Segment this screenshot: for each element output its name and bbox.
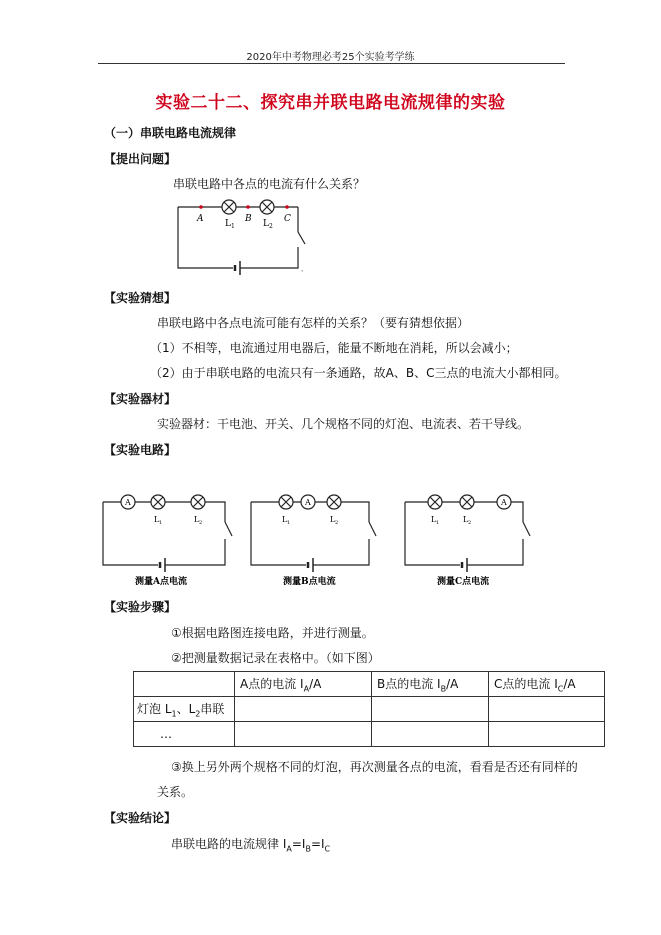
series-circuit-diagram: [170, 195, 320, 280]
table-cell: [235, 697, 372, 722]
tick-mark: 、: [301, 266, 308, 273]
question-text: 串联电路中各点的电流有什么关系？: [173, 177, 366, 191]
d3-l2: L: [463, 515, 469, 524]
guess-2: （2）由于串联电路的电流只有一条通路，故A、B、C三点的电流大小都相同。: [150, 366, 567, 380]
table-cell: [372, 722, 489, 747]
page-header: 2020年中考物理必考25个实验考学练: [246, 52, 415, 63]
table-row: [134, 697, 605, 722]
table-cell: [489, 697, 605, 722]
ammeter-2-label: A: [305, 498, 311, 507]
d1-l1: L: [154, 515, 160, 524]
ammeter-3-label: A: [501, 498, 507, 507]
step-2: ②把测量数据记录在表格中。（如下图）: [171, 651, 380, 665]
table-cell-empty: [134, 672, 235, 697]
lamp-l2-sub: 2: [269, 223, 273, 230]
point-a-label: A: [197, 214, 204, 224]
heading-equipment: 【实验器材】: [104, 392, 177, 406]
svg-text:2: 2: [468, 520, 472, 526]
heading-guess: 【实验猜想】: [104, 291, 177, 305]
ammeter-1-label: A: [125, 498, 131, 507]
table-row-ellipsis: …: [134, 722, 235, 747]
d2-l1: L: [282, 515, 288, 524]
lamp-l1-label: L: [225, 219, 231, 229]
heading-conclusion: 【实验结论】: [104, 811, 177, 825]
d2-l2: L: [330, 515, 336, 524]
table-row-label: 灯泡 $L_1$、$L_2$串联: [134, 697, 235, 722]
section-heading: （一）串联电路电流规律: [104, 126, 237, 140]
table-cell: [235, 722, 372, 747]
header-divider: [98, 63, 565, 64]
point-c-label: C: [284, 214, 291, 224]
caption-b: 测量B点电流: [283, 577, 336, 587]
caption-a: 测量A点电流: [135, 577, 187, 587]
table-header-row: [134, 672, 605, 697]
svg-text:1: 1: [287, 520, 291, 526]
conclusion-text: 串联电路的电流规律 $I_A=I_B=I_C$: [171, 837, 331, 854]
d3-l1: L: [431, 515, 437, 524]
data-table: [133, 671, 605, 747]
svg-text:1: 1: [159, 520, 163, 526]
equipment-text: 实验器材：干电池、开关、几个规格不同的灯泡、电流表、若干导线。: [157, 417, 530, 431]
table-header-c: C点的电流 $I_C/A$: [489, 672, 605, 697]
svg-text:2: 2: [335, 520, 339, 526]
measurement-diagrams: [95, 484, 575, 592]
heading-circuit: 【实验电路】: [104, 443, 177, 457]
table-header-b: B点的电流 $I_B/A$: [372, 672, 489, 697]
guess-1: （1）不相等，电流通过用电器后，能量不断地在消耗，所以会减小；: [150, 341, 518, 355]
svg-text:1: 1: [436, 520, 440, 526]
lamp-l1-sub: 1: [231, 223, 235, 230]
svg-text:2: 2: [199, 520, 203, 526]
guess-question: 串联电路中各点电流可能有怎样的关系？（要有猜想依据）: [157, 316, 470, 330]
lamp-l2-label: L: [263, 219, 269, 229]
table-row: [134, 722, 605, 747]
table-header-a: A点的电流 $I_A/A$: [235, 672, 372, 697]
page-title: 实验二十二、探究串并联电路电流规律的实验: [155, 93, 506, 113]
table-cell: [489, 722, 605, 747]
step-1: ①根据电路图连接电路，并进行测量。: [171, 626, 374, 640]
caption-c: 测量C点电流: [437, 577, 490, 587]
d1-l2: L: [194, 515, 200, 524]
table-cell: [372, 697, 489, 722]
step-3-line-1: ③换上另外两个规格不同的灯泡，再次测量各点的电流，看看是否还有同样的: [171, 760, 578, 774]
heading-steps: 【实验步骤】: [104, 600, 177, 614]
heading-question: 【提出问题】: [104, 152, 177, 166]
step-3-line-2: 关系。: [157, 785, 194, 799]
point-b-label: B: [245, 214, 252, 224]
